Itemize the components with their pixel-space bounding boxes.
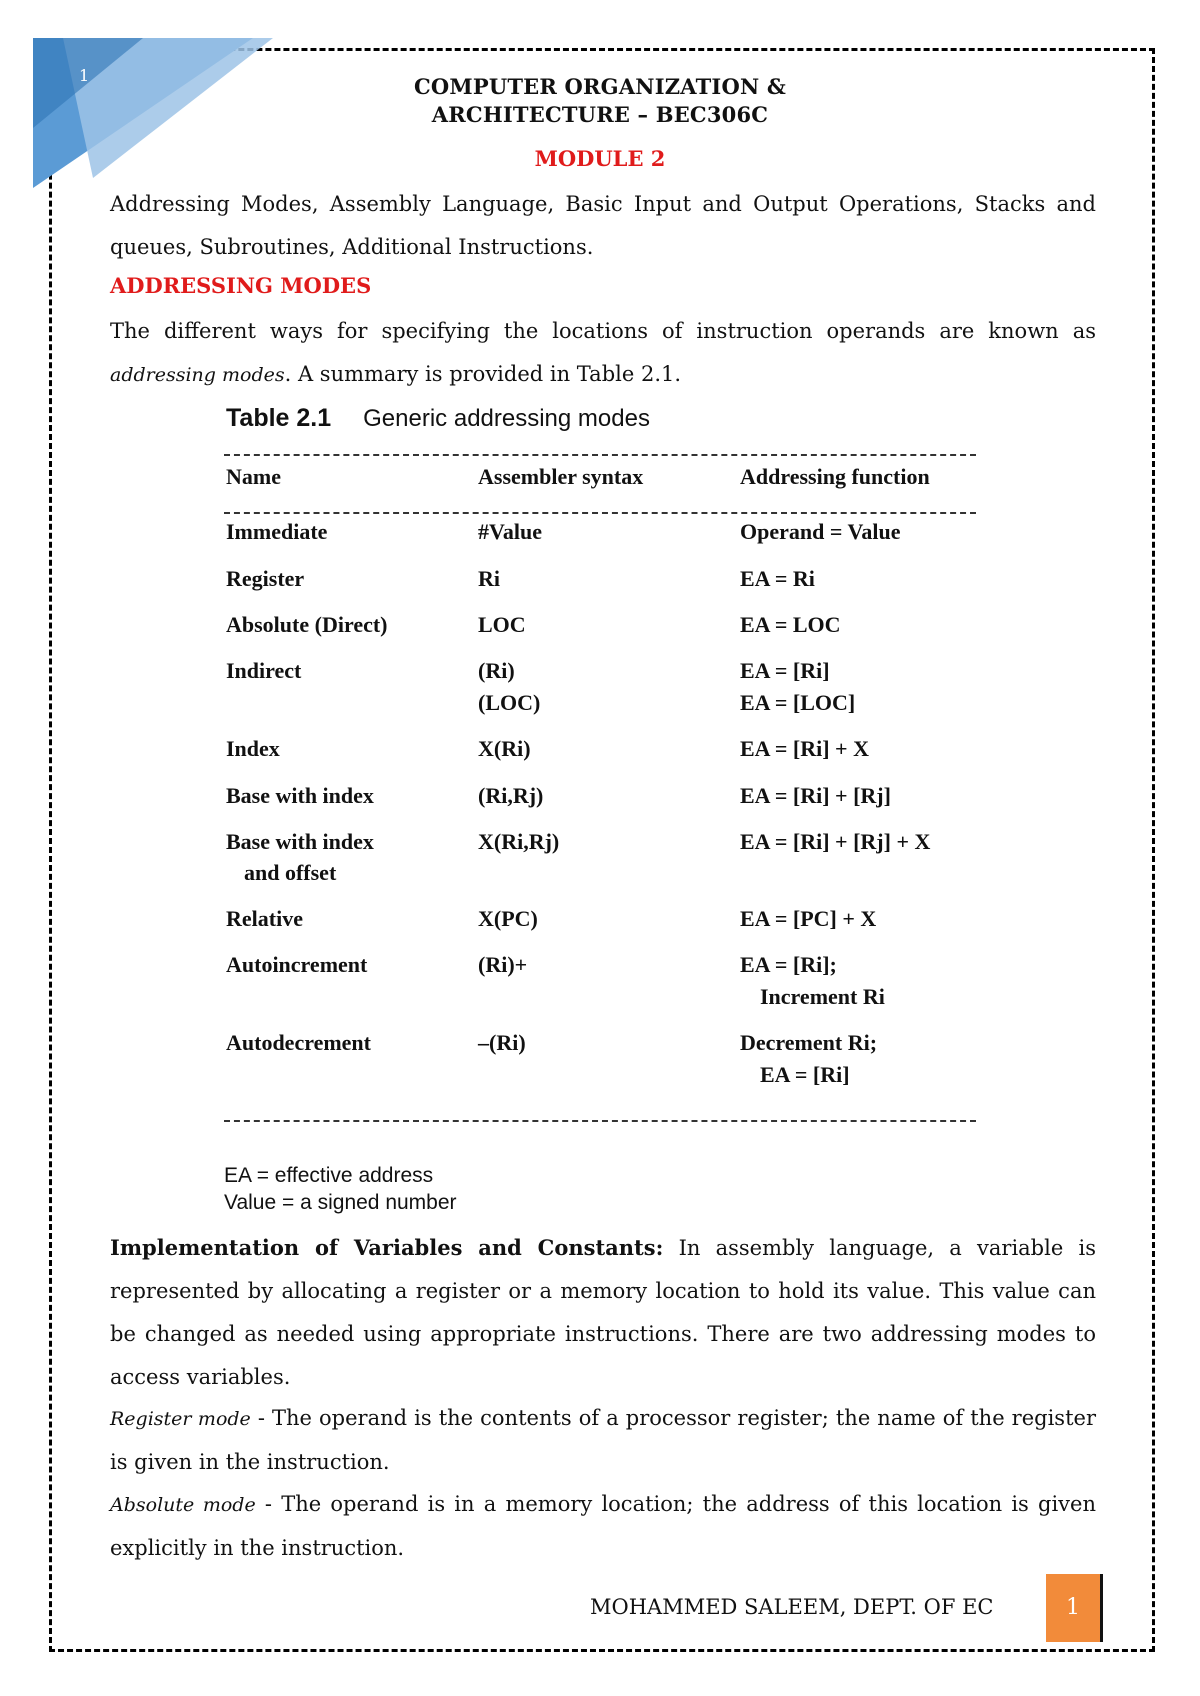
table-cell: EA = [PC] + X [740,906,877,931]
table-note: EA = effective address [224,1164,434,1187]
table-cell: –(Ri) [478,1030,526,1055]
table-note: Value = a signed number [224,1191,457,1214]
table-header-name: Name [226,464,281,489]
table-header-function: Addressing function [740,464,930,489]
table-bottom-rule [224,1120,976,1122]
table-header-rule [224,512,976,514]
table-cell: Increment Ri [760,984,885,1009]
variables-text: In assembly language, a variable is represented by allocating a register or a memory location to hold its value. This value can be changed as needed using appropriate instructions. There are two addressing modes to access variables. [110,1236,1096,1389]
addressing-paragraph [110,310,1096,397]
intro-paragraph: Addressing Modes, Assembly Language, Basic Input and Output Operations, Stacks and queues, Subroutines, Additional Instructions. [110,192,1096,259]
table-cell: X(PC) [478,906,538,931]
table-cell: Indirect [226,658,302,683]
table-cell: Operand = Value [740,519,901,544]
table-cell: Base with index [226,829,374,854]
table-header-syntax: Assembler syntax [478,464,644,489]
table-cell: Autodecrement [226,1030,371,1055]
absolute-mode-text: - The operand is in a memory location; the address of this location is given explicitly in the instruction. [110,1492,1096,1560]
module-heading: MODULE 2 [534,146,666,171]
register-mode-term: Register mode [110,1408,251,1430]
table-cell: (Ri,Rj) [478,783,544,808]
addressing-text-after: . A summary is provided in Table 2.1. [284,362,682,386]
absolute-mode-paragraph [110,1483,1096,1570]
footer-page-number: 1 [1046,1574,1100,1642]
table-cell: (Ri)+ [478,952,528,977]
corner-page-number: 1 [79,66,90,85]
table-cell: Index [226,736,280,761]
absolute-mode-term: Absolute mode [110,1494,256,1516]
table-caption [226,404,984,433]
table-cell: and offset [244,860,337,885]
table-cell: Autoincrement [226,952,368,977]
addressing-modes-table [224,404,984,1087]
table-cell: Register [226,566,305,591]
register-mode-text: - The operand is the contents of a processor register; the name of the register is given in the instruction. [110,1406,1096,1474]
variables-heading: Implementation of Variables and Constants: [110,1235,664,1260]
table-cell: X(Ri) [478,736,531,761]
table-cell: Ri [478,566,500,591]
table-cell: X(Ri,Rj) [478,829,560,854]
table-cell: EA = LOC [740,612,841,637]
table-cell: Relative [226,906,303,931]
table-cell: Absolute (Direct) [226,612,388,637]
table-cell: EA = [Ri] + [Rj] [740,783,891,808]
document-title-line2: ARCHITECTURE – BEC306C [431,102,769,127]
table-cell: EA = [Ri]; [740,952,837,977]
addressing-modes-heading: ADDRESSING MODES [110,273,372,298]
register-mode-paragraph [110,1397,1096,1484]
table-cell: Decrement Ri; [740,1030,878,1055]
table-cell: Base with index [226,783,374,808]
table-top-rule [224,454,976,456]
table-caption-number: Table 2.1 [226,404,332,432]
table-caption-text: Generic addressing modes [363,405,650,432]
document-title-line1: COMPUTER ORGANIZATION & [413,74,787,99]
footer-divider [1100,1574,1103,1642]
table-cell: EA = Ri [740,566,815,591]
table-cell: (Ri) [478,658,515,683]
addressing-text-before: The different ways for specifying the locations of instruction operands are known as [110,319,1096,343]
addressing-term: addressing modes [110,364,285,386]
table-cell: Immediate [226,519,328,544]
table-cell: EA = [Ri] + X [740,736,869,761]
footer-author: MOHAMMED SALEEM, DEPT. OF EC [590,1595,994,1619]
table-cell: LOC [478,612,526,637]
table-cell: EA = [Ri] [740,658,830,683]
table-cell: #Value [478,519,542,544]
table-notes [224,1162,457,1216]
table-cell: EA = [LOC] [740,690,856,715]
table-cell: EA = [Ri] + [Rj] + X [740,829,931,854]
table-cell: EA = [Ri] [760,1062,850,1087]
table-cell: (LOC) [478,690,541,715]
variables-paragraph [110,1226,1096,1399]
